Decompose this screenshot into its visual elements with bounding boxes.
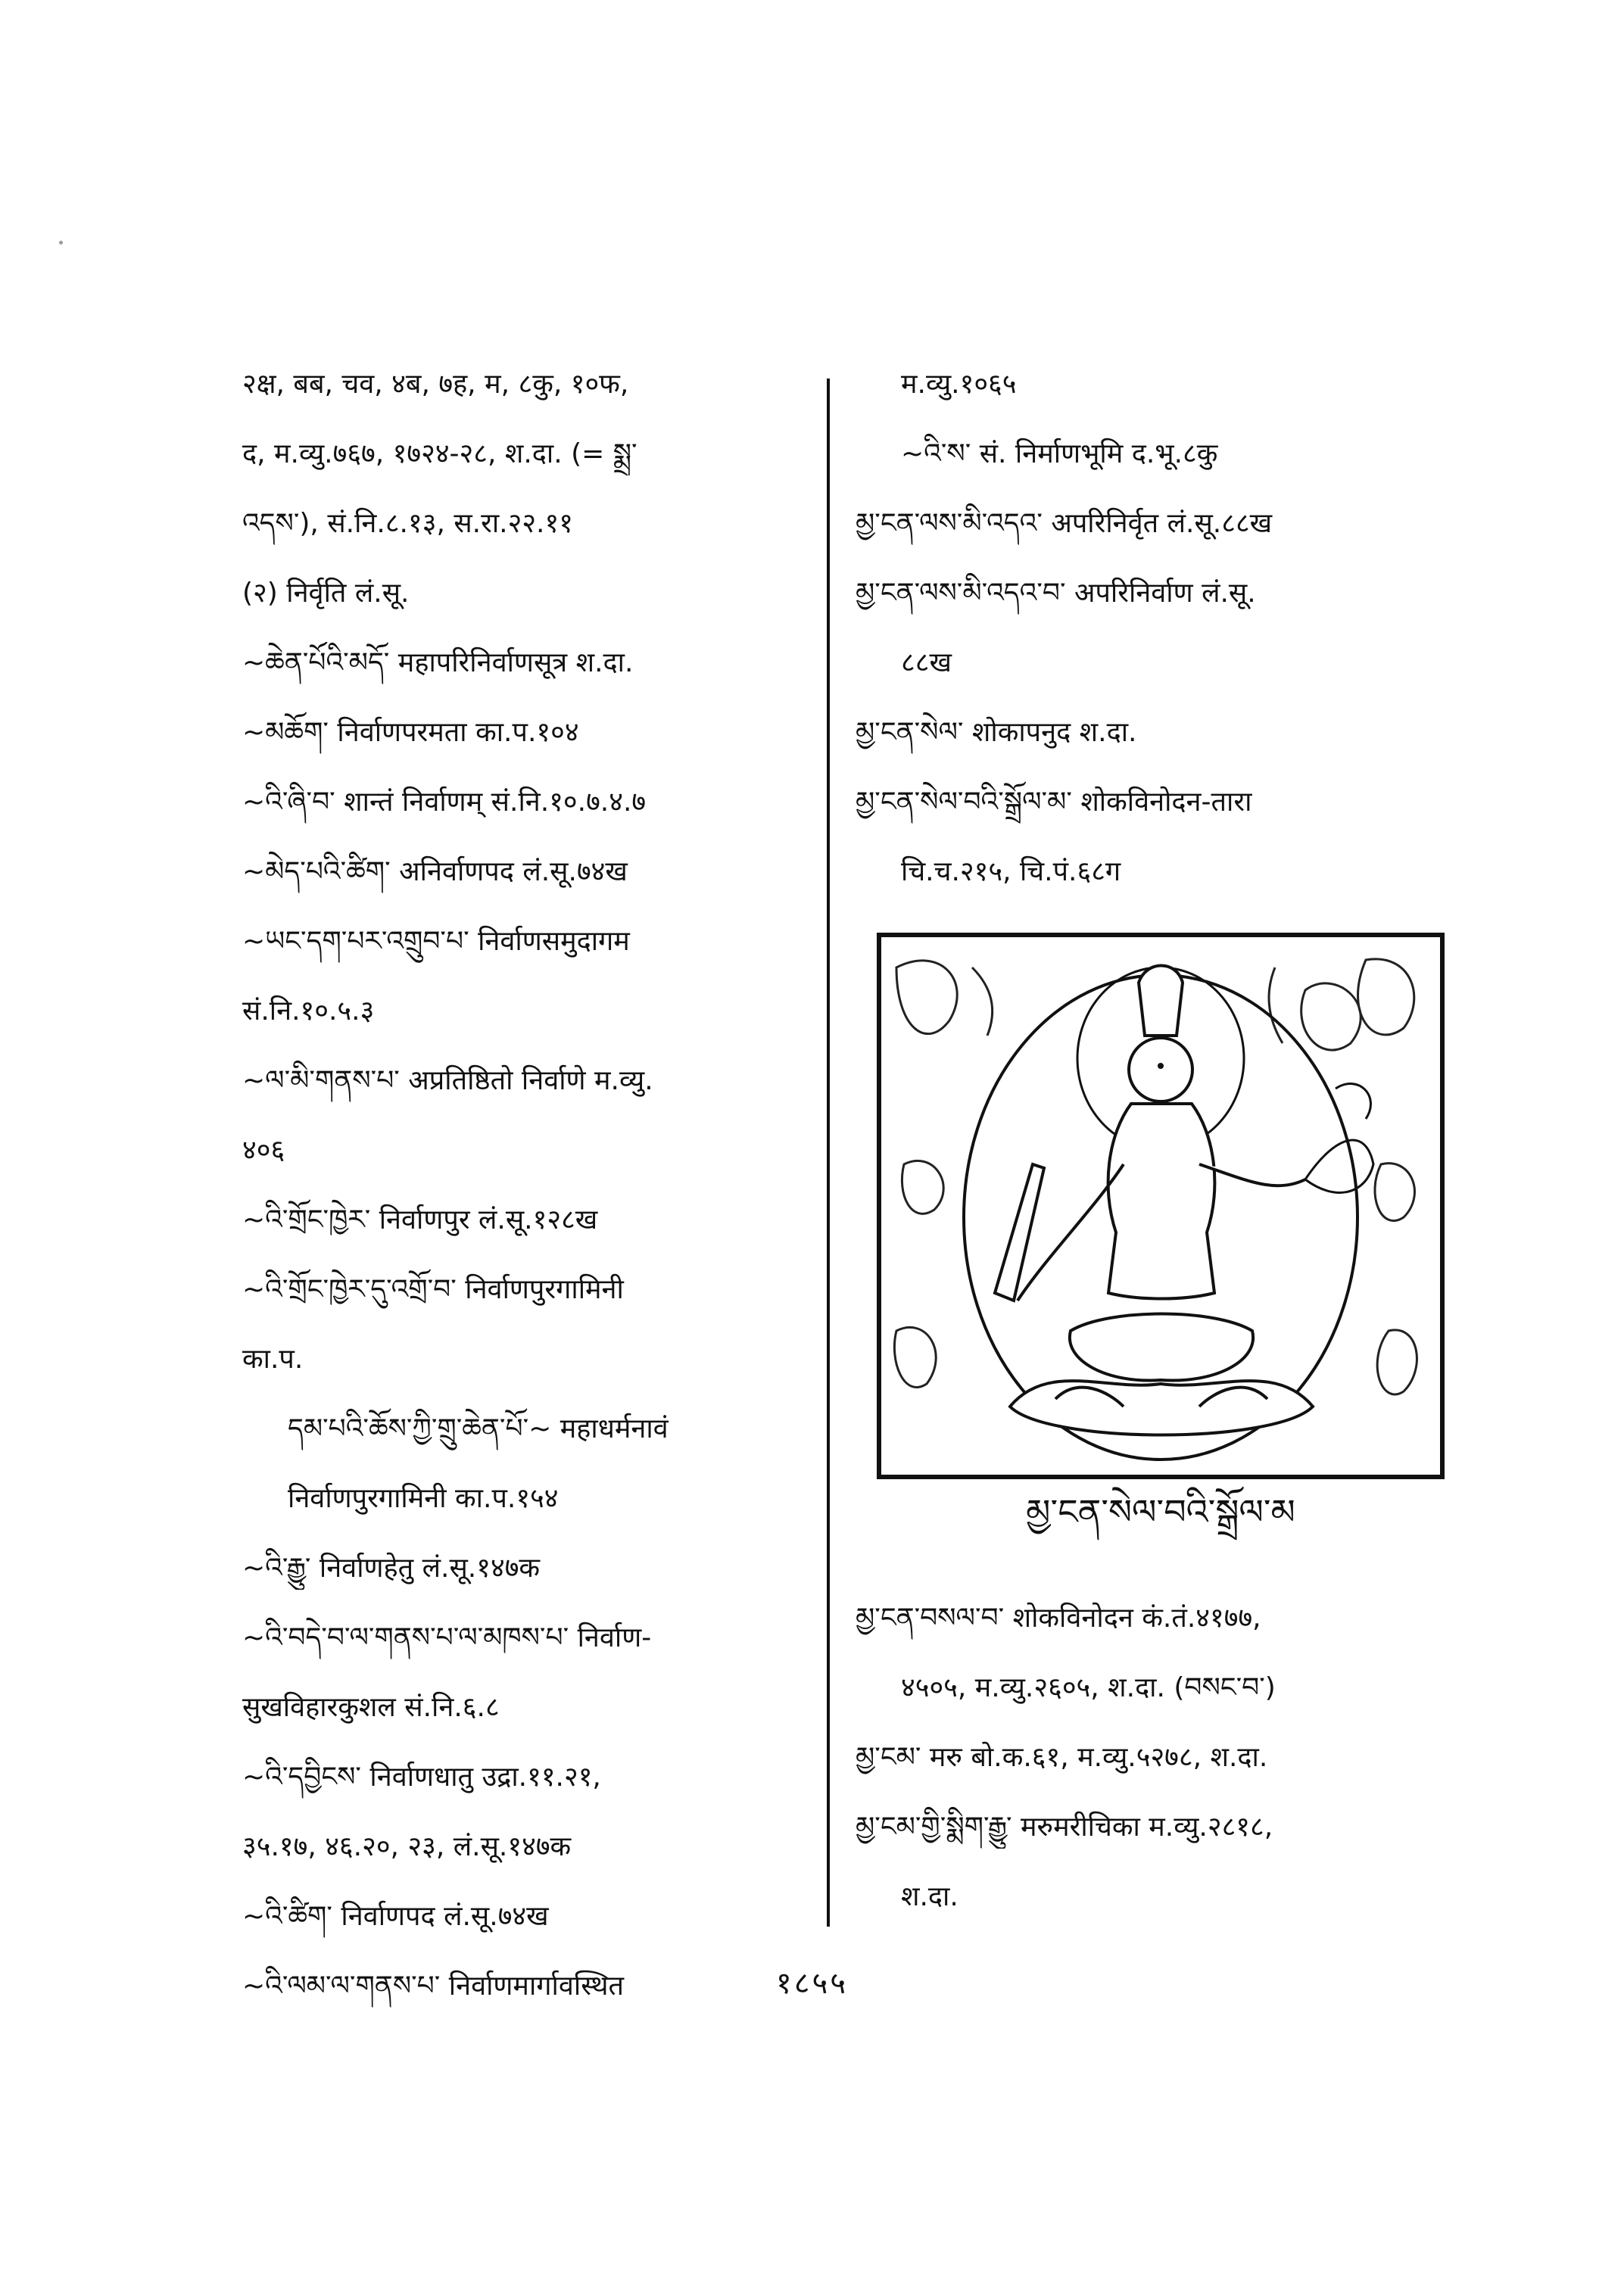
entry-line: ~འི་གྲོང་ཁྱེར་དུ་འགྲོ་བ་ निर्वाणपुरगामिनी [242,1274,624,1305]
entry-line: མྱ་ངན་ལས་མི་འདའ་བ་ अपरिनिर्वाण लं.सू. [856,578,1256,609]
right-column-bottom [856,1597,1431,1946]
entry-line: མྱ་ངན་བསལ་བ་ शोकविनोदन कं.तं.४१७७, [856,1603,1261,1634]
entry-line: ~ཡང་དག་པར་འགྲུབ་པ་ निर्वाणसमुदागम [242,926,630,957]
entry-line: ४५०५, म.व्यु.२६०५, श.दा. (བསང་བ་) [901,1672,1276,1703]
right-column-top [856,363,1431,921]
entry-line: म.व्यु.१०६५ [901,369,1017,400]
entry-line: चि.च.२१५, चि.पं.६८ग [901,856,1121,887]
entry-line: མྱ་ངམ་གྱི་སྨིག་རྒྱུ་ मरुमरीचिका म.व्यु.२८१८, [856,1812,1273,1843]
entry-line: ~འི་ལམ་ལ་གནས་པ་ निर्वाणमार्गावस्थित [242,1971,625,2002]
entry-line: (२) निर्वृति लं.सू. [242,578,410,609]
entry-line: ~འི་བདེ་བ་ལ་གནས་པ་ལ་མཁས་པ་ निर्वाण- [242,1622,652,1653]
entry-line: ~འི་ཞི་བ་ शान्तं निर्वाणम् सं.नि.१०.७.४.७ [242,787,647,818]
entry-line: सं.नि.१०.५.३ [242,995,375,1027]
entry-line: ४०६ [242,1135,285,1166]
entry-line: द, म.व्यु.७६७, १७२४-२८, श.दा. (= སྨྲ་ [242,438,637,469]
entry-line: མྱ་ངན་ལས་མི་འདའ་ अपरिनिर्वृत लं.सू.८८ख [856,508,1273,539]
entry-line: निर्वाणपुरगामिनी का.प.१५४ [288,1483,559,1514]
entry-line: ~འི་དབྱིངས་ निर्वाणधातु उद्रा.११.२१, [242,1762,601,1793]
entry-line: ~མེད་པའི་ཚིག་ अनिर्वाणपद लं.सू.७४ख [242,856,628,887]
entry-line: ~འི་ས་ सं. निर्माणभूमि द.भू.८कु [901,438,1218,469]
entry-line: ३५.१७, ४६.२०, २३, लं.सू.१४७क [242,1831,572,1862]
entry-line: का.प. [242,1344,304,1375]
entry-line: सुखविहारकुशल सं.नि.६.८ [242,1692,500,1723]
entry-line: ८८ख [901,647,952,678]
speck [59,241,63,245]
page-number: १८५५ [775,1966,849,2001]
entry-line: དམ་པའི་ཆོས་ཀྱི་གྲུ་ཆེན་པོ་~ महाधर्मनावं [288,1413,669,1444]
entry-line: མྱ་ངམ་ मरु बो.क.६१, म.व्यु.५२७८, श.दा. [856,1742,1268,1773]
figure-caption: མྱ་ངན་སེལ་བའི་སྒྲོལ་མ [1026,1491,1295,1532]
column-divider [827,379,830,1927]
entry-line: श.दा. [901,1881,959,1912]
entry-line: ~འི་རྒྱུ་ निर्वाणहेतु लं.सू.१४७क [242,1553,541,1584]
entry-line: ~ཆེན་པོའི་མདོ་ महापरिनिर्वाणसूत्र श.दा. [242,647,634,678]
deity-figure-drawing [881,937,1440,1475]
entry-line: འདས་), सं.नि.८.१३, स.रा.२२.११ [242,508,573,539]
entry-line: ~འི་ཚིག་ निर्वाणपद लं.सू.७४ख [242,1901,549,1932]
left-column [242,363,825,2035]
entry-line: ~མཆོག་ निर्वाणपरमता का.प.१०४ [242,717,579,748]
entry-line: २क्ष, बब, चव, ४ब, ७ह, म, ८कु, १०फ, [242,369,629,400]
entry-line: ~འི་གྲོང་ཁྱེར་ निर्वाणपुर लं.सू.१२८ख [242,1204,598,1235]
entry-line: ~ལ་མི་གནས་པ་ अप्रतिष्ठितो निर्वाणे म.व्यु. [242,1065,653,1096]
entry-line: མྱ་ངན་སེལ་ शोकापनुद श.दा. [856,717,1137,748]
tara-illustration [877,933,1445,1479]
entry-line: མྱ་ངན་སེལ་བའི་སྒྲོལ་མ་ शोकविनोदन-तारा [856,787,1252,818]
